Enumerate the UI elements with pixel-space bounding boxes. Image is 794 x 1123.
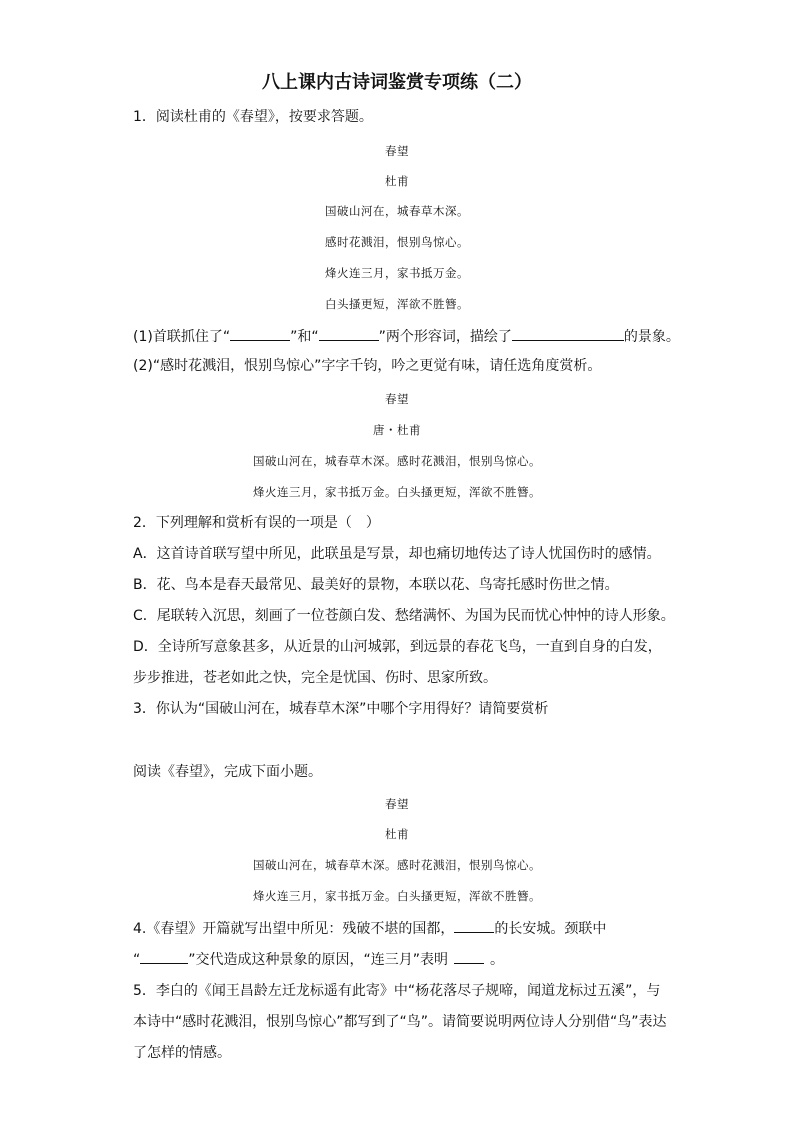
poem-line: 国破山河在，城春草木深。感时花溅泪，恨别鸟惊心。 [253, 858, 541, 872]
poem-title: 春望 [385, 392, 409, 406]
text-segment: 的景象。 [623, 329, 680, 345]
text-segment: 的长安城。颈联中 [494, 921, 607, 937]
poem-line: 国破山河在，城春草木深。 [325, 204, 469, 218]
poem-line: 烽火连三月，家书抵万金。白头搔更短，浑欲不胜簪。 [253, 889, 541, 903]
poem-line: 白头搔更短，浑欲不胜簪。 [325, 297, 469, 311]
text-segment: ”交代造成这种景象的原因，“连三月”表明 [188, 952, 449, 968]
poem-line: 国破山河在，城春草木深。感时花溅泪，恨别鸟惊心。 [253, 454, 541, 468]
question-3-prompt: 3．你认为“国破山河在，城春草木深”中哪个字用得好？请简要赏析 [133, 701, 549, 717]
question-5-line-3: 了怎样的情感。 [133, 1045, 231, 1061]
page-title: 八上课内古诗词鉴赏专项练（二） [262, 72, 532, 93]
question-4-line-2 [133, 950, 504, 969]
question-1-sub-1 [133, 327, 680, 346]
option-b: B．花、鸟本是春天最常见、最美好的景物，本联以花、鸟寄托感时伤世之情。 [133, 577, 619, 593]
poem-title: 春望 [385, 144, 409, 158]
poem-author: 杜甫 [385, 827, 409, 841]
option-d-continued: 步步推进，苍老如此之快，完全是忧国、伤时、思家所致。 [133, 670, 497, 686]
question-4-line-1 [133, 919, 606, 938]
answer-blank[interactable] [454, 950, 484, 964]
poem-line: 感时花溅泪，恨别鸟惊心。 [325, 235, 469, 249]
text-segment: (1)首联抓住了“ [133, 329, 231, 345]
text-segment: 。 [490, 952, 505, 968]
poem-line: 烽火连三月，家书抵万金。白头搔更短，浑欲不胜簪。 [253, 485, 541, 499]
poem-line: 烽火连三月，家书抵万金。 [325, 266, 469, 280]
question-1-sub-2: (2)“感时花溅泪，恨别鸟惊心”字字千钧，吟之更觉有味，请任选角度赏析。 [133, 358, 602, 374]
answer-blank[interactable] [230, 327, 290, 341]
poem-author: 杜甫 [385, 174, 409, 188]
text-segment: “ [133, 952, 141, 968]
option-c: C．尾联转入沉思，刻画了一位苍颜白发、愁绪满怀、为国为民而忧心忡忡的诗人形象。 [133, 608, 675, 624]
poem-title: 春望 [385, 797, 409, 811]
question-5-line-1: 5．李白的《闻王昌龄左迁龙标遥有此寄》中“杨花落尽子规啼，闻道龙标过五溪”，与 [133, 983, 661, 999]
answer-blank[interactable] [319, 327, 379, 341]
question-2-prompt: 2．下列理解和赏析有误的一项是（ ） [133, 515, 380, 531]
answer-blank[interactable] [140, 950, 188, 964]
answer-blank[interactable] [512, 327, 624, 341]
poem-author: 唐・杜甫 [373, 423, 421, 437]
question-5-line-2: 本诗中“感时花溅泪，恨别鸟惊心”都写到了“鸟”。请简要说明两位诗人分别借“鸟”表达 [133, 1014, 667, 1030]
text-segment: 4.《春望》开篇就写出望中所见：残破不堪的国都， [133, 921, 455, 937]
option-a: A．这首诗首联写望中所见，此联虽是写景，却也痛切地传达了诗人忧国伤时的感情。 [133, 546, 661, 562]
answer-blank[interactable] [454, 919, 494, 933]
option-d: D．全诗所写意象甚多，从近景的山河城郭，到远景的春花飞鸟，一直到自身的白发， [133, 639, 662, 655]
text-segment: ”两个形容词，描绘了 [378, 329, 512, 345]
section-2-intro: 阅读《春望》，完成下面小题。 [133, 764, 322, 780]
question-1-prompt: 1．阅读杜甫的《春望》，按要求答题。 [133, 109, 373, 125]
text-segment: ”和“ [290, 329, 319, 345]
